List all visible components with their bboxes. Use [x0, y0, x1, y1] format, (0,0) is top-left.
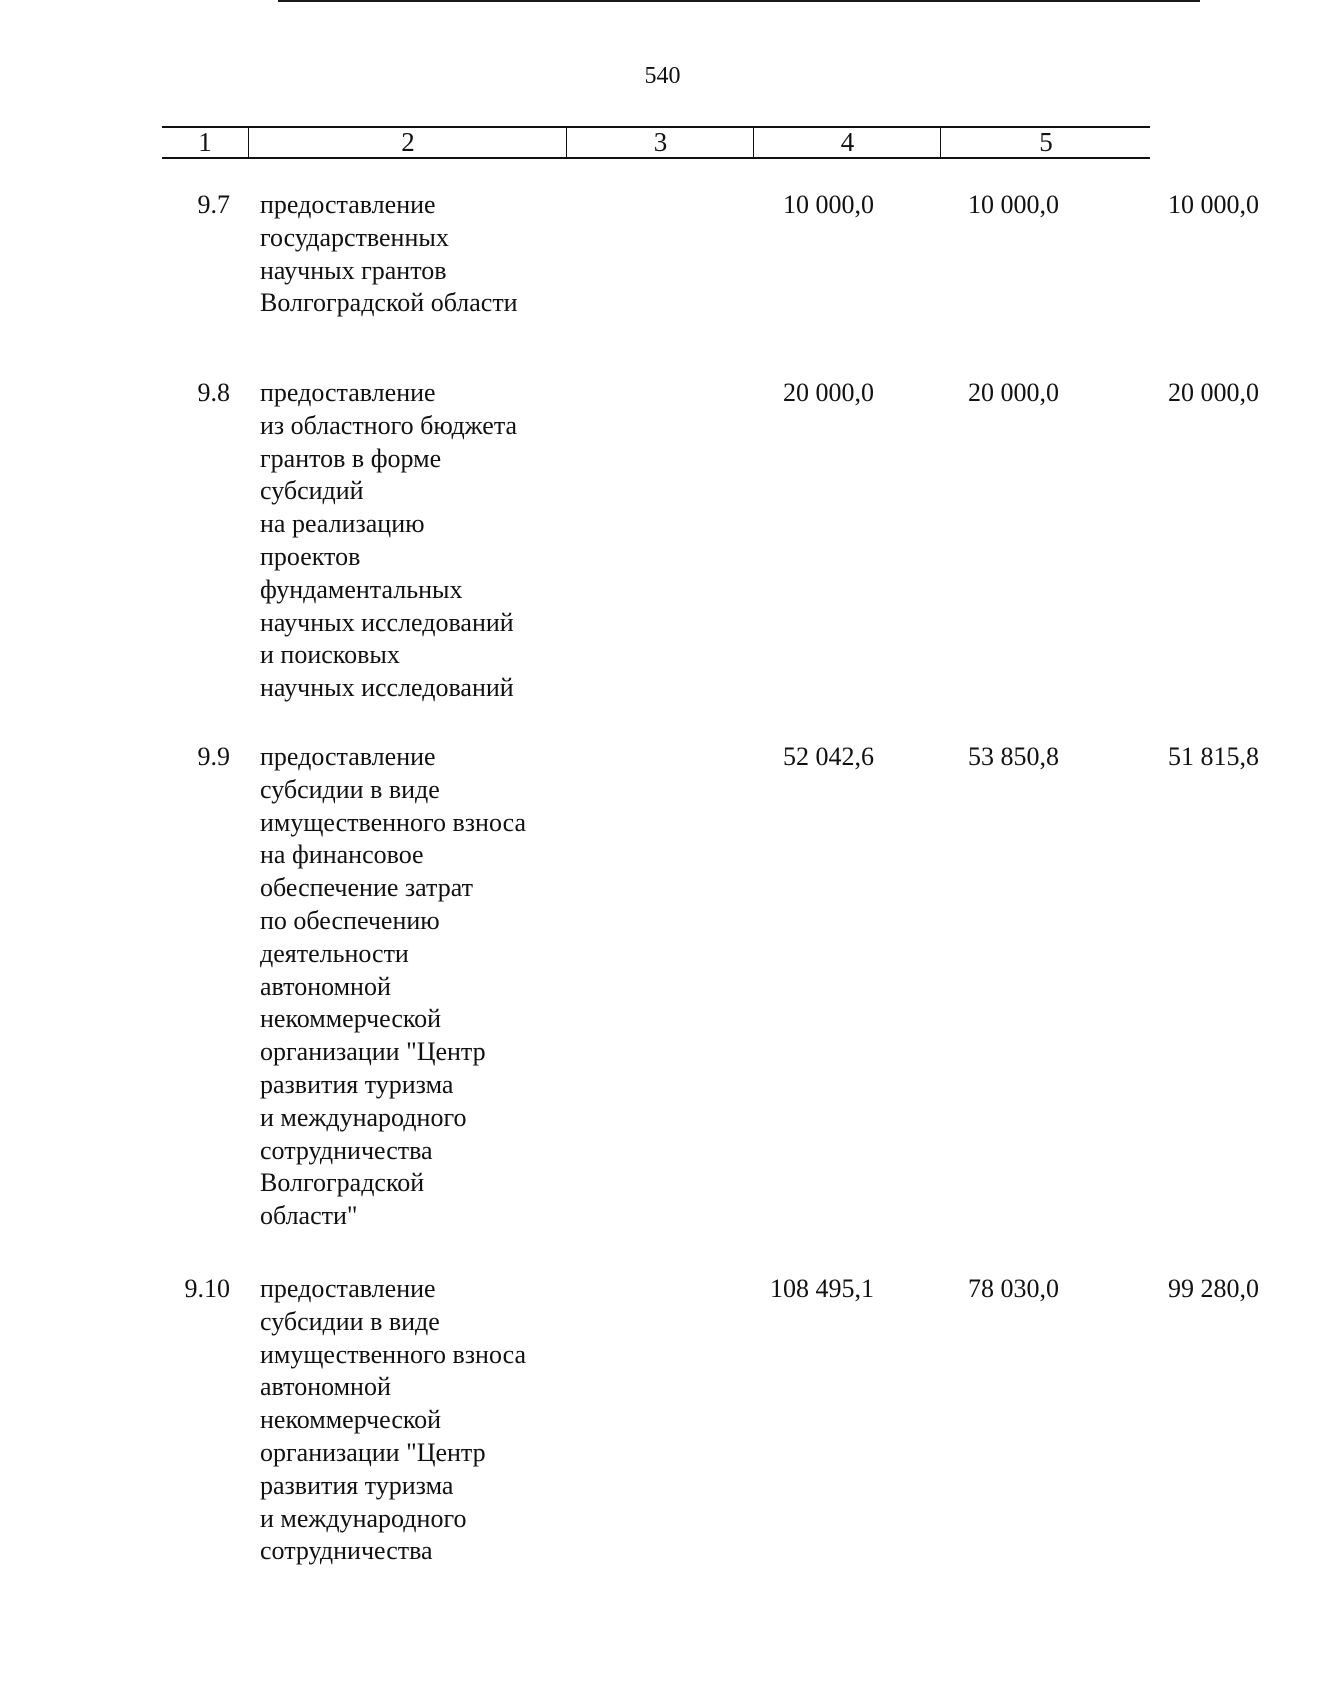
- description-line: научных грантов: [260, 255, 447, 285]
- description-line: имущественного взноса: [260, 1339, 526, 1369]
- description-line: деятельности: [260, 938, 409, 968]
- row-description: [260, 189, 560, 320]
- description-line: предоставление: [260, 190, 436, 219]
- table-header: [162, 126, 1150, 159]
- description-line: некоммерческой: [260, 1004, 442, 1034]
- row-number: 9.8: [197, 378, 230, 407]
- row-number: 9.7: [197, 190, 230, 219]
- column-header-2: 2: [248, 128, 567, 157]
- value-column-4: 10 000,0: [968, 190, 1059, 219]
- description-line: некоммерческой: [260, 1405, 442, 1435]
- description-line: организации "Центр: [260, 1037, 486, 1067]
- description-line: развития туризма: [260, 1069, 454, 1099]
- description-line: проектов: [260, 541, 361, 571]
- description-line: автономной: [260, 971, 391, 1001]
- description-line: на реализацию: [260, 509, 425, 539]
- column-header-3: 3: [566, 128, 754, 157]
- row-description: [260, 741, 560, 1233]
- description-line: фундаментальных: [260, 574, 463, 604]
- column-header-5: 5: [940, 128, 1151, 157]
- value-column-5: 51 815,8: [1168, 742, 1259, 771]
- description-line: и международного: [260, 1503, 467, 1533]
- description-line: субсидии в виде: [260, 1306, 440, 1336]
- description-line: научных исследований: [260, 607, 514, 637]
- description-line: из областного бюджета: [260, 410, 518, 440]
- value-column-5: 99 280,0: [1168, 1274, 1259, 1303]
- description-line: предоставление: [260, 742, 436, 771]
- description-line: области": [260, 1201, 358, 1231]
- description-line: по обеспечению: [260, 905, 440, 935]
- value-column-4: 53 850,8: [968, 742, 1059, 771]
- description-line: организации "Центр: [260, 1437, 486, 1467]
- description-line: предоставление: [260, 378, 436, 407]
- description-line: на финансовое: [260, 840, 424, 870]
- description-line: обеспечение затрат: [260, 873, 473, 903]
- value-column-3: 108 495,1: [770, 1274, 874, 1303]
- page-number: 540: [644, 63, 681, 89]
- description-line: субсидий: [260, 476, 364, 506]
- description-line: развития туризма: [260, 1470, 454, 1500]
- description-line: сотрудничества: [260, 1135, 433, 1165]
- description-line: предоставление: [260, 1274, 436, 1303]
- column-header-4: 4: [753, 128, 941, 157]
- description-line: субсидии в виде: [260, 774, 440, 804]
- description-line: грантов в форме: [260, 443, 442, 473]
- column-header-1: 1: [198, 127, 212, 157]
- description-line: Волгоградской области: [260, 288, 518, 318]
- description-line: научных исследований: [260, 673, 514, 703]
- description-line: государственных: [260, 222, 449, 252]
- top-rule: [278, 0, 1200, 2]
- value-column-3: 52 042,6: [783, 742, 874, 771]
- value-column-5: 10 000,0: [1168, 190, 1259, 219]
- description-line: и поисковых: [260, 640, 400, 670]
- value-column-4: 20 000,0: [968, 378, 1059, 407]
- row-number: 9.9: [197, 742, 230, 771]
- value-column-3: 10 000,0: [783, 190, 874, 219]
- description-line: автономной: [260, 1372, 391, 1402]
- description-line: сотрудничества: [260, 1536, 433, 1566]
- description-line: Волгоградской: [260, 1168, 425, 1198]
- description-line: и международного: [260, 1102, 467, 1132]
- value-column-4: 78 030,0: [968, 1274, 1059, 1303]
- row-number: 9.10: [184, 1274, 230, 1303]
- value-column-3: 20 000,0: [783, 378, 874, 407]
- value-column-5: 20 000,0: [1168, 378, 1259, 407]
- row-description: [260, 1273, 560, 1568]
- row-description: [260, 377, 560, 705]
- description-line: имущественного взноса: [260, 807, 526, 837]
